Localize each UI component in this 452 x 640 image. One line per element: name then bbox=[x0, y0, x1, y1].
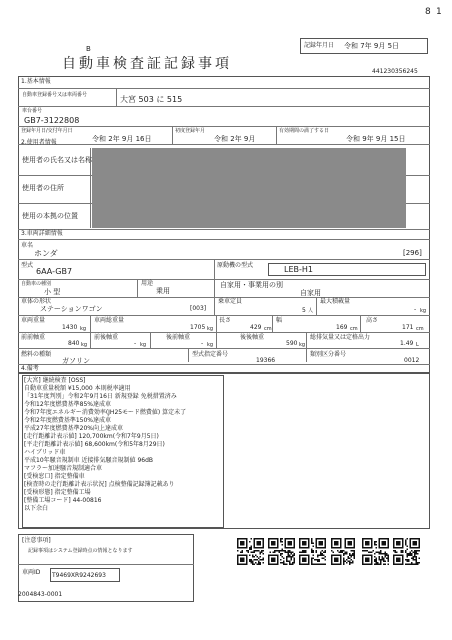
capacity-unit: 人 bbox=[308, 308, 314, 314]
base-location-label: 使用の本拠の位置 bbox=[22, 212, 78, 220]
reg-number-value: 大宮 503 に 515 bbox=[120, 95, 183, 104]
note-line: [検査時の走行距離計表示状況] 点検整備記録簿記載あり bbox=[24, 481, 175, 488]
record-date-label: 記録年月日 bbox=[304, 42, 335, 49]
sec4-title: 4.備考 bbox=[21, 365, 39, 372]
vehicle-id-label: 車両ID bbox=[22, 569, 41, 576]
rf-axle-label: 後前軸重 bbox=[166, 334, 191, 341]
record-date-value: 令和 7年 9月 5日 bbox=[344, 42, 400, 50]
height-label: 高さ bbox=[366, 317, 379, 324]
ff-axle-label: 前前軸重 bbox=[21, 334, 46, 341]
maxload-unit: kg bbox=[420, 308, 427, 314]
note-line: 令和7年度エネルギー消費効率(JH25モード燃費値) 算定未了 bbox=[24, 409, 187, 416]
gross-unit: kg bbox=[207, 326, 214, 332]
displacement-value: 1.49 bbox=[400, 340, 414, 347]
maker-label: 車名 bbox=[21, 242, 34, 249]
expiry-label: 有効期間の満了する日 bbox=[279, 128, 330, 134]
maker-code: [296] bbox=[403, 249, 422, 257]
rr-axle-label: 後後軸重 bbox=[240, 334, 265, 341]
fr-axle-value: - bbox=[134, 340, 137, 347]
rr-axle-value: 590 bbox=[286, 340, 298, 347]
note-line: 平成10年騒音規制車 近接排気騒音規制値 96dB bbox=[24, 457, 154, 464]
width-value: 169 bbox=[336, 324, 348, 331]
fr-axle-label: 前後軸重 bbox=[94, 334, 119, 341]
kind-value: 小 型 bbox=[44, 288, 61, 296]
engine-label: 原動機の型式 bbox=[217, 262, 254, 269]
note-line: [大宮] 継続検査 [OSS] bbox=[24, 377, 86, 384]
class-value: 自家用 bbox=[300, 289, 321, 297]
model-no-value: 19366 bbox=[256, 357, 276, 364]
rf-axle-value: - bbox=[201, 340, 204, 347]
note-title: [注意事項] bbox=[22, 537, 51, 544]
gross-label: 車両総重量 bbox=[94, 317, 125, 324]
note-line: 「31年度判別」令和2年9月16日 新規登録 免税措置済み bbox=[24, 393, 177, 400]
reg-date-value: 令和 2年 9月 16日 bbox=[92, 135, 152, 143]
use-value: 乗用 bbox=[156, 287, 170, 295]
width-unit: cm bbox=[350, 326, 358, 332]
corner-number: 8 bbox=[425, 7, 431, 17]
reg-date-label: 登録年月日/交付年月日 bbox=[21, 128, 73, 134]
maxload-value: - bbox=[414, 306, 417, 313]
b-label: B bbox=[86, 45, 91, 53]
sec1-title: 1.基本情報 bbox=[21, 78, 51, 85]
first-reg-label: 初度登録年月 bbox=[175, 128, 206, 134]
fr-axle-unit: kg bbox=[140, 342, 147, 348]
doc-number: 441230356245 bbox=[372, 68, 418, 75]
capacity-label: 乗車定員 bbox=[218, 298, 243, 305]
doc-code: 2004843-0001 bbox=[18, 591, 63, 598]
width-label: 幅 bbox=[276, 317, 283, 324]
qr-code-icon bbox=[237, 538, 264, 565]
qr-code-icon bbox=[268, 538, 295, 565]
first-reg-value: 令和 2年 9月 bbox=[214, 135, 256, 143]
model-no-label: 型式指定番号 bbox=[192, 351, 229, 358]
chassis-value: GB7-3122808 bbox=[24, 116, 80, 125]
redacted-user-info bbox=[92, 148, 406, 228]
qr-code-icon bbox=[362, 538, 389, 565]
length-unit: cm bbox=[264, 326, 272, 332]
maxload-label: 最大積載量 bbox=[320, 298, 351, 305]
note-line: [走行距離計表示値] 120,700km(令和7年9月5日) bbox=[24, 433, 159, 440]
use-label: 用途 bbox=[141, 280, 154, 287]
note-line: マフラー加速騒音規制適合車 bbox=[24, 465, 103, 472]
body-code: [003] bbox=[190, 305, 207, 312]
sec2-title: 2.使用者情報 bbox=[21, 139, 57, 146]
height-value: 171 bbox=[402, 324, 414, 331]
weight-unit: kg bbox=[80, 326, 87, 332]
maker-value: ホンダ bbox=[34, 249, 58, 258]
note-line: [平走行距離計表示値] 68,600km(令和5年8月29日) bbox=[24, 441, 165, 448]
rr-axle-unit: kg bbox=[299, 342, 306, 348]
user-name-label: 使用者の氏名又は名称 bbox=[22, 156, 92, 164]
ff-axle-value: 840 bbox=[68, 340, 80, 347]
qr-code-icon bbox=[299, 538, 326, 565]
class-no-value: 0012 bbox=[404, 357, 420, 364]
vehicle-id-value: T9469XR9242693 bbox=[52, 572, 106, 579]
model-value: 6AA-GB7 bbox=[36, 267, 73, 276]
note-line: [受検窓口] 指定整備車 bbox=[24, 473, 85, 480]
class-no-label: 類別区分番号 bbox=[310, 351, 347, 358]
class-label: 自家用・事業用の別 bbox=[220, 281, 283, 289]
body-value: ステーションワゴン bbox=[40, 305, 103, 313]
user-address-label: 使用者の住所 bbox=[22, 184, 64, 192]
expiry-value: 令和 9年 9月 15日 bbox=[346, 135, 406, 143]
note-line: ハイブリッド車 bbox=[24, 449, 66, 456]
note-text: 記録事項はシステム登録時点の情報となります bbox=[28, 548, 133, 554]
note-line: [整備工場コード] 44-00816 bbox=[24, 497, 102, 504]
note-line: 平成27年度燃費基準20%向上達成車 bbox=[24, 425, 123, 432]
note-line: 令和2年度燃費基準150%達成車 bbox=[24, 417, 111, 424]
body-label: 車体の形状 bbox=[21, 298, 52, 305]
fuel-value: ガソリン bbox=[62, 357, 90, 365]
capacity-value: 5 bbox=[302, 307, 306, 314]
length-label: 長さ bbox=[219, 317, 232, 324]
rf-axle-unit: kg bbox=[207, 342, 214, 348]
note-line: 以下余白 bbox=[24, 505, 49, 512]
qr-code-icon bbox=[393, 538, 420, 565]
engine-value: LEB-H1 bbox=[284, 265, 313, 274]
displacement-label: 総排気量又は定格出力 bbox=[310, 334, 371, 341]
chassis-label: 車台番号 bbox=[22, 108, 43, 114]
gross-value: 1705 bbox=[190, 324, 206, 331]
model-label: 型式 bbox=[21, 262, 34, 269]
kind-label: 自動車の種別 bbox=[21, 281, 52, 287]
note-line: 自動車重量税額 ¥15,000 本則税率適用 bbox=[24, 385, 131, 392]
sec3-title: 3.車両詳細情報 bbox=[21, 230, 63, 237]
weight-value: 1430 bbox=[62, 324, 78, 331]
ff-axle-unit: kg bbox=[81, 342, 88, 348]
displacement-unit: L bbox=[416, 342, 419, 348]
reg-number-label: 自動車登録番号又は車両番号 bbox=[22, 92, 88, 98]
note-line: [受検形態] 指定整備工場 bbox=[24, 489, 91, 496]
qr-code-icon bbox=[331, 538, 355, 565]
corner-tick: 1 bbox=[436, 7, 442, 17]
fuel-label: 燃料の種類 bbox=[21, 351, 52, 358]
weight-label: 車両重量 bbox=[21, 317, 46, 324]
height-unit: cm bbox=[416, 326, 424, 332]
document-title: 自動車検査証記録事項 bbox=[62, 56, 232, 72]
note-line: 令和12年度燃費基準85%達成車 bbox=[24, 401, 111, 408]
length-value: 429 bbox=[250, 324, 262, 331]
